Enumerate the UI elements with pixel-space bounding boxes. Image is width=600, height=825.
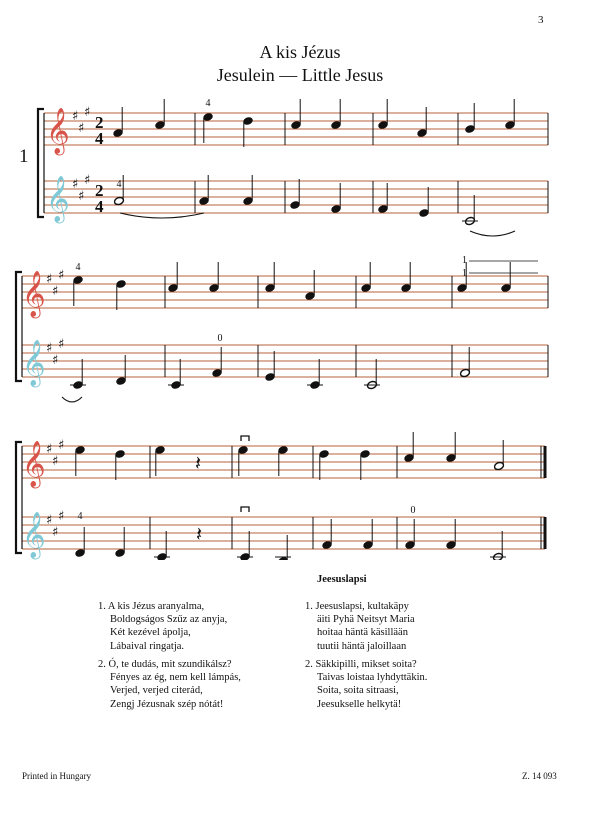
fingering: 4: [77, 511, 83, 522]
sharp-icon: ♯: [72, 177, 79, 192]
slur: [470, 231, 515, 236]
system-bracket: [38, 109, 44, 217]
quarter-rest-icon: 𝄽: [196, 522, 203, 546]
verse-line: Két kezével ápolja,: [110, 627, 191, 639]
slur: [62, 397, 82, 402]
down-bow-icon: [241, 436, 249, 441]
verse-hu-2: [98, 658, 241, 711]
slur: [120, 213, 204, 218]
verse-line: 2. Ó, te dudás, mit szundikálsz?: [98, 659, 232, 670]
sharp-icon: ♯: [46, 272, 53, 287]
sharp-icon: ♯: [52, 353, 59, 368]
fingering: 4: [75, 262, 81, 273]
sharp-icon: ♯: [84, 105, 91, 120]
sharp-icon: ♯: [46, 442, 53, 457]
treble-clef-icon: 𝄞: [22, 340, 46, 386]
verse-line: äiti Pyhä Neitsyt Maria: [317, 614, 415, 626]
verse-fi-2: [305, 658, 427, 711]
time-sig-top: 2: [95, 113, 104, 132]
verse-line: Jeesukselle helkytä!: [317, 698, 402, 710]
sharp-icon: ♯: [52, 284, 59, 299]
sharp-icon: ♯: [78, 121, 85, 136]
page-number: 3: [538, 14, 544, 26]
verse-line: hoitaa häntä käsillään: [317, 627, 408, 639]
time-sig-bottom: 4: [95, 129, 104, 148]
sharp-icon: ♯: [58, 337, 65, 352]
verse-line: Fényes az ég, nem kell lámpás,: [110, 672, 241, 684]
verse-hu-1: [98, 600, 227, 653]
sharp-icon: ♯: [52, 454, 59, 469]
piece-number: 1: [19, 146, 29, 167]
page-subtitle: Jesulein — Little Jesus: [216, 65, 384, 85]
verse-line: 1. A kis Jézus aranyalma,: [98, 601, 205, 612]
sharp-icon: ♯: [58, 509, 65, 524]
footer-printed-in: Printed in Hungary: [22, 771, 91, 781]
verse-line: Zengj Jézusnak szép nótát!: [110, 698, 224, 710]
verse-line: 2. Säkkipilli, mikset soita?: [305, 659, 417, 670]
fingering: 4: [205, 98, 211, 109]
quarter-rest-icon: 𝄽: [195, 451, 202, 475]
verse-line: Lábaival ringatja.: [110, 640, 185, 652]
footer-catalog-number: Z. 14 093: [522, 771, 557, 781]
treble-clef-icon: 𝄞: [22, 441, 46, 487]
verse-fi-1: [305, 600, 415, 653]
treble-clef-icon: 𝄞: [46, 108, 70, 154]
treble-clef-icon: 𝄞: [22, 512, 46, 558]
sharp-icon: ♯: [84, 173, 91, 188]
time-sig-bottom: 4: [95, 197, 104, 216]
volta-number: 1: [462, 268, 467, 279]
treble-clef-icon: 𝄞: [22, 271, 46, 317]
down-bow-icon: [241, 507, 249, 512]
sharp-icon: ♯: [58, 438, 65, 453]
verse-line: tuutii häntä jaloillaan: [317, 640, 407, 652]
verse-line: 1. Jeesuslapsi, kultakäpy: [305, 601, 409, 612]
time-sig-top: 2: [95, 181, 104, 200]
sharp-icon: ♯: [52, 525, 59, 540]
volta-number: 1: [462, 255, 467, 266]
verse-line: Soita, soita sitraasi,: [317, 685, 399, 697]
sharp-icon: ♯: [78, 189, 85, 204]
verses-fi-title: Jeesuslapsi: [317, 574, 367, 585]
sharp-icon: ♯: [46, 341, 53, 356]
treble-clef-icon: 𝄞: [46, 176, 70, 222]
verse-line: Verjed, verjed citerád,: [110, 685, 203, 697]
fingering: 4: [116, 179, 122, 190]
sharp-icon: ♯: [58, 268, 65, 283]
fingering: 0: [410, 505, 416, 516]
verse-line: Taivas loistaa lyhdyttäkin.: [317, 672, 428, 684]
sharp-icon: ♯: [46, 513, 53, 528]
sharp-icon: ♯: [72, 109, 79, 124]
page-title: A kis Jézus: [259, 42, 341, 62]
fingering: 0: [217, 333, 223, 344]
verse-line: Boldogságos Szűz az anyja,: [110, 614, 228, 626]
